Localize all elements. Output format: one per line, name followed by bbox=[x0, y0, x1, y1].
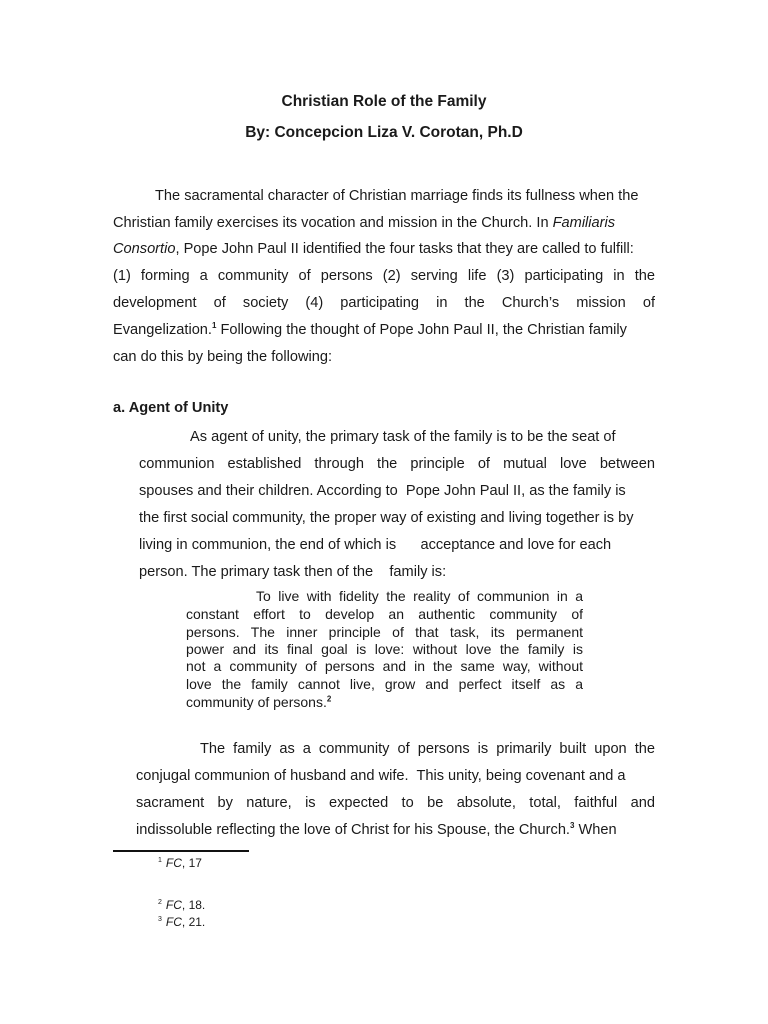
text: The sacramental character of Christian marriage finds its fullness when the bbox=[155, 188, 639, 204]
italic-text: Consortio bbox=[113, 241, 176, 257]
intro-line-1 bbox=[155, 187, 655, 205]
intro-line-7: can do this by being the following: bbox=[113, 349, 333, 365]
footnote-marker: 3 bbox=[570, 821, 575, 831]
unity-line-3: spouses and their children. According to Pope John Paul II, as the family is bbox=[139, 483, 626, 499]
footnote-ref: , 21. bbox=[181, 915, 206, 929]
italic-text: Familiaris bbox=[552, 215, 616, 231]
unity-line-5: living in communion, the end of which is acceptance and love for each bbox=[139, 537, 612, 553]
text: , Pope John Paul II identified the four tasks that they are called to fulfill: bbox=[175, 241, 634, 257]
footnote-number: 3 bbox=[158, 916, 162, 923]
footnote-source: FC bbox=[165, 915, 182, 929]
document-author: By: Concepcion Liza V. Corotan, Ph.D bbox=[245, 124, 523, 141]
covenant-line-2: conjugal communion of husband and wife. This unity, being covenant and a bbox=[136, 768, 626, 784]
section-heading-text: . Agent of Unity bbox=[121, 400, 229, 416]
text: Following the thought of Pope John Paul II, the Christian family bbox=[216, 322, 627, 338]
unity-line-6: person. The primary task then of the family is: bbox=[139, 564, 447, 580]
footnote-source: FC bbox=[165, 898, 182, 912]
intro-line-2 bbox=[113, 214, 655, 232]
quote-line-2: constant effort to develop an authentic community of bbox=[186, 606, 583, 622]
footnote-divider bbox=[113, 850, 249, 852]
covenant-line-3: sacrament by nature, is expected to be absolute, total, faithful and bbox=[136, 795, 655, 811]
covenant-line-1: The family as a community of persons is primarily built upon the bbox=[200, 741, 655, 757]
text: Evangelization. bbox=[113, 322, 212, 338]
footnote-source: FC bbox=[165, 856, 182, 870]
unity-line-1: As agent of unity, the primary task of the family is to be the seat of bbox=[190, 429, 616, 445]
covenant-line-4 bbox=[136, 821, 655, 839]
document-title: Christian Role of the Family bbox=[281, 93, 487, 110]
text: indissoluble reflecting the love of Christ for his Spouse, the Church. bbox=[136, 822, 570, 838]
unity-line-2: communion established through the principle of mutual love between bbox=[139, 456, 655, 472]
quote-line-5: not a community of persons and in the same way, without bbox=[186, 658, 583, 674]
intro-line-4: (1) forming a community of persons (2) serving life (3) participating in the bbox=[113, 268, 655, 284]
intro-line-6 bbox=[113, 321, 655, 339]
unity-line-4: the first social community, the proper way of existing and living together is by bbox=[139, 510, 634, 526]
section-heading bbox=[113, 400, 228, 416]
footnote-ref: , 17 bbox=[181, 856, 202, 870]
footnote-3 bbox=[158, 915, 205, 929]
footnote-marker: 1 bbox=[211, 321, 217, 331]
text: When bbox=[574, 822, 617, 838]
quote-line-3: persons. The inner principle of that task, its permanent bbox=[186, 624, 583, 640]
footnote-number: 1 bbox=[158, 857, 162, 864]
footnote-1 bbox=[158, 856, 202, 870]
intro-line-5: development of society (4) participating in the Church’s mission of bbox=[113, 295, 655, 311]
quote-line-7 bbox=[186, 694, 583, 711]
footnote-marker: 2 bbox=[326, 694, 332, 704]
quote-line-4: power and its final goal is love: without love the family is bbox=[186, 641, 583, 657]
text: Christian family exercises its vocation and mission in the Church. In bbox=[113, 215, 553, 231]
intro-line-3 bbox=[113, 240, 655, 258]
quote-line-6: love the family cannot live, grow and perfect itself as a bbox=[186, 676, 583, 692]
section-marker: a bbox=[113, 400, 122, 416]
text: community of persons. bbox=[186, 694, 327, 710]
footnote-ref: , 18. bbox=[181, 898, 206, 912]
footnote-number: 2 bbox=[158, 899, 162, 906]
footnote-2 bbox=[158, 898, 205, 912]
quote-line-1: To live with fidelity the reality of communion in a bbox=[256, 588, 583, 604]
